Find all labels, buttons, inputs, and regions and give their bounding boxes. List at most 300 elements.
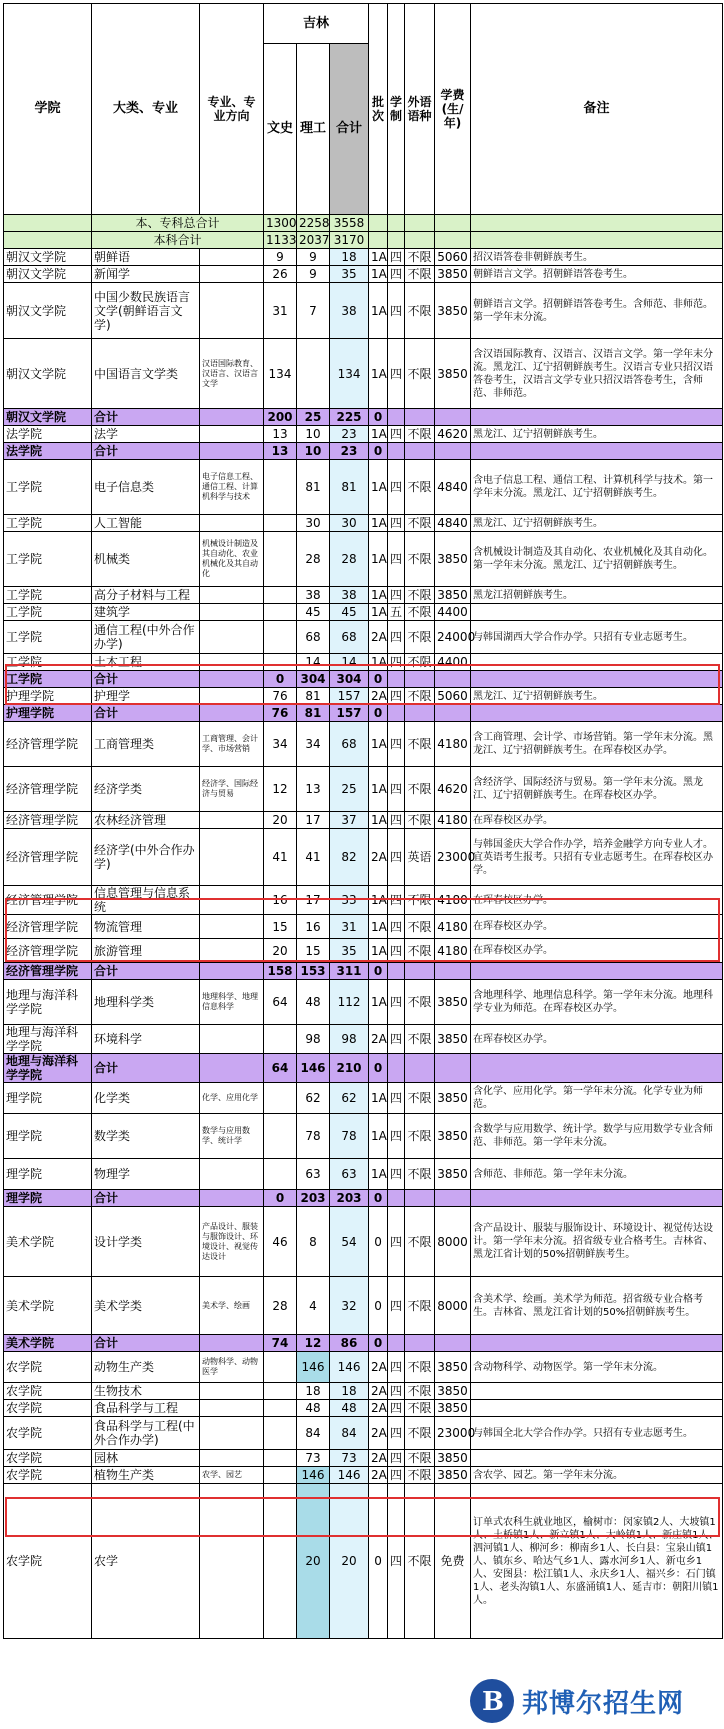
college-cell: 朝汉文学院 [4, 266, 92, 283]
lang-cell: 不限 [405, 1450, 435, 1467]
header-li: 理工 [297, 44, 330, 215]
li-cell: 84 [297, 1417, 330, 1450]
subtotal-wen: 76 [264, 705, 297, 722]
lang-cell: 不限 [405, 1417, 435, 1450]
subtotal-sum: 225 [330, 409, 369, 426]
table-row [4, 1277, 723, 1335]
direction-cell [200, 621, 264, 654]
years-cell: 四 [388, 621, 405, 654]
college-cell: 经济管理学院 [4, 939, 92, 963]
sum-cell: 134 [330, 339, 369, 409]
years-cell: 四 [388, 1277, 405, 1335]
sum-cell: 112 [330, 980, 369, 1025]
lang-cell: 不限 [405, 1025, 435, 1054]
college-cell: 工学院 [4, 532, 92, 587]
direction-cell: 电子信息工程、通信工程、计算机科学与技术 [200, 460, 264, 515]
subtotal-empty [200, 671, 264, 688]
years-cell: 四 [388, 460, 405, 515]
table-row [4, 621, 723, 654]
subtotal-empty [200, 705, 264, 722]
li-cell: 81 [297, 460, 330, 515]
note-cell: 含动物科学、动物医学。第一学年末分流。 [471, 1352, 723, 1383]
batch-cell: 1A [369, 654, 388, 671]
subtotal-wen: 74 [264, 1335, 297, 1352]
li-cell: 10 [297, 426, 330, 443]
wen-cell: 26 [264, 266, 297, 283]
sum-cell: 48 [330, 1400, 369, 1417]
note-cell: 含美术学、绘画。美术学为师范。招省级专业合格考生。吉林省、黑龙江省计划的50%招朝鲜族考生。 [471, 1277, 723, 1335]
li-cell: 28 [297, 532, 330, 587]
wen-cell: 20 [264, 812, 297, 829]
years-cell: 四 [388, 1083, 405, 1114]
major-cell: 地理科学类 [92, 980, 200, 1025]
direction-cell [200, 266, 264, 283]
sum-cell: 18 [330, 249, 369, 266]
college-cell: 工学院 [4, 604, 92, 621]
total-empty [435, 232, 471, 249]
subtotal-label: 合计 [92, 705, 200, 722]
table-row [4, 886, 723, 915]
years-cell: 四 [388, 654, 405, 671]
college-cell: 工学院 [4, 460, 92, 515]
college-cell: 经济管理学院 [4, 722, 92, 767]
li-cell: 20 [297, 1484, 330, 1639]
fee-cell: 3850 [435, 266, 471, 283]
batch-cell: 1A [369, 460, 388, 515]
direction-cell: 产品设计、服装与服饰设计、环境设计、视觉传达设计 [200, 1207, 264, 1277]
li-cell: 17 [297, 812, 330, 829]
major-cell: 工商管理类 [92, 722, 200, 767]
lang-cell: 不限 [405, 767, 435, 812]
direction-cell: 汉语国际教育、汉语言、汉语言文学 [200, 339, 264, 409]
direction-cell: 农学、园艺 [200, 1467, 264, 1484]
sum-cell: 32 [330, 1277, 369, 1335]
sum-cell: 146 [330, 1352, 369, 1383]
years-cell: 四 [388, 1025, 405, 1054]
wen-cell: 134 [264, 339, 297, 409]
total-empty [4, 215, 92, 232]
major-cell: 信息管理与信息系统 [92, 886, 200, 915]
major-cell: 生物技术 [92, 1383, 200, 1400]
years-cell: 四 [388, 1352, 405, 1383]
lang-cell: 不限 [405, 339, 435, 409]
note-cell: 含化学、应用化学。第一学年末分流。化学专业为师范。 [471, 1083, 723, 1114]
years-cell: 四 [388, 1484, 405, 1639]
major-cell: 农林经济管理 [92, 812, 200, 829]
table-row [4, 829, 723, 886]
subtotal-label: 合计 [92, 1054, 200, 1083]
sum-cell: 81 [330, 460, 369, 515]
li-cell: 4 [297, 1277, 330, 1335]
subtotal-sum: 203 [330, 1190, 369, 1207]
subtotal-empty [435, 705, 471, 722]
note-cell [471, 604, 723, 621]
wen-cell: 12 [264, 767, 297, 812]
total-empty [435, 215, 471, 232]
major-cell: 中国少数民族语言文学(朝鲜语言文学) [92, 283, 200, 339]
batch-cell: 1A [369, 1083, 388, 1114]
note-cell [471, 1400, 723, 1417]
subtotal-empty [471, 443, 723, 460]
fee-cell: 3850 [435, 1450, 471, 1467]
direction-cell: 机械设计制造及其自动化、农业机械化及其自动化 [200, 532, 264, 587]
note-cell: 含数学与应用数学、统计学。数学与应用数学专业含师范、非师范。第一学年末分流。 [471, 1114, 723, 1159]
subtotal-empty [435, 1054, 471, 1083]
total-empty [4, 232, 92, 249]
subtotal-li: 12 [297, 1335, 330, 1352]
major-cell: 法学 [92, 426, 200, 443]
direction-cell [200, 1484, 264, 1639]
direction-cell [200, 1417, 264, 1450]
li-cell: 81 [297, 688, 330, 705]
li-cell: 16 [297, 915, 330, 939]
fee-cell: 8000 [435, 1207, 471, 1277]
fee-cell: 3850 [435, 1352, 471, 1383]
batch-cell: 1A [369, 249, 388, 266]
subtotal-empty [200, 443, 264, 460]
table-row [4, 1114, 723, 1159]
batch-cell: 2A [369, 1417, 388, 1450]
subtotal-college: 理学院 [4, 1190, 92, 1207]
li-cell: 146 [297, 1352, 330, 1383]
note-cell: 在珲春校区办学。 [471, 1025, 723, 1054]
li-cell: 38 [297, 587, 330, 604]
sum-cell: 68 [330, 621, 369, 654]
li-cell: 17 [297, 886, 330, 915]
years-cell: 四 [388, 283, 405, 339]
table-row [4, 1083, 723, 1114]
wen-cell [264, 1484, 297, 1639]
wen-cell [264, 1083, 297, 1114]
direction-cell [200, 1159, 264, 1190]
sum-cell: 37 [330, 812, 369, 829]
major-cell: 朝鲜语 [92, 249, 200, 266]
major-cell: 经济学类 [92, 767, 200, 812]
major-cell: 美术学类 [92, 1277, 200, 1335]
table-row [4, 1207, 723, 1277]
total-label: 本科合计 [92, 232, 264, 249]
li-cell: 68 [297, 621, 330, 654]
batch-cell: 1A [369, 1114, 388, 1159]
lang-cell: 英语 [405, 829, 435, 886]
total-sum: 3558 [330, 215, 369, 232]
major-cell: 人工智能 [92, 515, 200, 532]
direction-cell [200, 515, 264, 532]
subtotal-batch: 0 [369, 1335, 388, 1352]
note-cell: 含农学、园艺。第一学年末分流。 [471, 1467, 723, 1484]
college-cell: 农学院 [4, 1484, 92, 1639]
subtotal-empty [200, 1054, 264, 1083]
li-cell: 8 [297, 1207, 330, 1277]
subtotal-row [4, 705, 723, 722]
sum-cell: 68 [330, 722, 369, 767]
lang-cell: 不限 [405, 604, 435, 621]
table-row [4, 915, 723, 939]
subtotal-empty [200, 409, 264, 426]
major-cell: 设计学类 [92, 1207, 200, 1277]
wen-cell [264, 515, 297, 532]
enrollment-plan-table-container [3, 3, 722, 1639]
years-cell: 四 [388, 532, 405, 587]
subtotal-college: 地理与海洋科学学院 [4, 1054, 92, 1083]
fee-cell: 4180 [435, 915, 471, 939]
batch-cell: 1A [369, 980, 388, 1025]
batch-cell: 1A [369, 939, 388, 963]
direction-cell: 工商管理、会计学、市场营销 [200, 722, 264, 767]
subtotal-li: 10 [297, 443, 330, 460]
subtotal-empty [435, 1190, 471, 1207]
major-cell: 物流管理 [92, 915, 200, 939]
header-batch: 批次 [369, 4, 388, 215]
lang-cell: 不限 [405, 1083, 435, 1114]
lang-cell: 不限 [405, 1207, 435, 1277]
subtotal-label: 合计 [92, 1190, 200, 1207]
years-cell: 四 [388, 1417, 405, 1450]
college-cell: 朝汉文学院 [4, 249, 92, 266]
lang-cell: 不限 [405, 1114, 435, 1159]
major-cell: 植物生产类 [92, 1467, 200, 1484]
li-cell: 9 [297, 266, 330, 283]
batch-cell: 1A [369, 515, 388, 532]
table-row [4, 426, 723, 443]
years-cell: 四 [388, 767, 405, 812]
sum-cell: 62 [330, 1083, 369, 1114]
subtotal-college: 法学院 [4, 443, 92, 460]
header-years: 学制 [388, 4, 405, 215]
subtotal-wen: 158 [264, 963, 297, 980]
subtotal-college: 美术学院 [4, 1335, 92, 1352]
sum-cell: 20 [330, 1484, 369, 1639]
fee-cell: 3850 [435, 1025, 471, 1054]
li-cell: 13 [297, 767, 330, 812]
batch-cell: 2A [369, 1467, 388, 1484]
fee-cell: 4400 [435, 604, 471, 621]
li-cell: 7 [297, 283, 330, 339]
sum-cell: 73 [330, 1450, 369, 1467]
table-row [4, 812, 723, 829]
fee-cell: 4620 [435, 767, 471, 812]
note-cell: 含地理科学、地理信息科学。第一学年末分流。地理科学专业为师范。在珲春校区办学。 [471, 980, 723, 1025]
direction-cell [200, 688, 264, 705]
subtotal-label: 合计 [92, 1335, 200, 1352]
college-cell: 工学院 [4, 654, 92, 671]
subtotal-row [4, 1335, 723, 1352]
batch-cell: 2A [369, 1025, 388, 1054]
sum-cell: 82 [330, 829, 369, 886]
lang-cell: 不限 [405, 460, 435, 515]
sum-cell: 35 [330, 939, 369, 963]
subtotal-row [4, 671, 723, 688]
direction-cell: 数学与应用数学、统计学 [200, 1114, 264, 1159]
fee-cell: 3850 [435, 1114, 471, 1159]
lang-cell: 不限 [405, 1352, 435, 1383]
major-cell: 化学类 [92, 1083, 200, 1114]
major-cell: 建筑学 [92, 604, 200, 621]
note-cell: 朝鲜语言文学。招朝鲜语答卷考生。 [471, 266, 723, 283]
subtotal-empty [388, 1335, 405, 1352]
direction-cell [200, 604, 264, 621]
batch-cell: 1A [369, 532, 388, 587]
fee-cell: 8000 [435, 1277, 471, 1335]
subtotal-empty [388, 409, 405, 426]
batch-cell: 2A [369, 1400, 388, 1417]
subtotal-empty [471, 705, 723, 722]
major-cell: 土木工程 [92, 654, 200, 671]
years-cell: 四 [388, 266, 405, 283]
table-row [4, 1484, 723, 1639]
wen-cell: 28 [264, 1277, 297, 1335]
college-cell: 经济管理学院 [4, 829, 92, 886]
li-cell: 78 [297, 1114, 330, 1159]
college-cell: 经济管理学院 [4, 812, 92, 829]
years-cell: 五 [388, 604, 405, 621]
lang-cell: 不限 [405, 1383, 435, 1400]
college-cell: 地理与海洋科学学院 [4, 980, 92, 1025]
lang-cell: 不限 [405, 886, 435, 915]
fee-cell: 24000 [435, 621, 471, 654]
major-cell: 物理学 [92, 1159, 200, 1190]
years-cell: 四 [388, 1450, 405, 1467]
years-cell: 四 [388, 426, 405, 443]
fee-cell: 3850 [435, 587, 471, 604]
college-cell: 理学院 [4, 1114, 92, 1159]
batch-cell: 1A [369, 767, 388, 812]
batch-cell: 1A [369, 283, 388, 339]
years-cell: 四 [388, 886, 405, 915]
note-cell: 含产品设计、服装与服饰设计、环境设计、视觉传达设计。第一学年末分流。招省级专业合格考生。吉林省、黑龙江省计划的50%招朝鲜族考生。 [471, 1207, 723, 1277]
table-row [4, 767, 723, 812]
total-empty [405, 215, 435, 232]
wen-cell [264, 587, 297, 604]
note-cell: 黑龙江、辽宁招朝鲜族考生。 [471, 515, 723, 532]
years-cell: 四 [388, 812, 405, 829]
li-cell: 62 [297, 1083, 330, 1114]
fee-cell: 4840 [435, 460, 471, 515]
li-cell: 48 [297, 1400, 330, 1417]
enrollment-plan-table [3, 3, 723, 1639]
subtotal-empty [200, 963, 264, 980]
wen-cell [264, 1025, 297, 1054]
years-cell: 四 [388, 829, 405, 886]
direction-cell: 美术学、绘画 [200, 1277, 264, 1335]
li-cell: 34 [297, 722, 330, 767]
direction-cell [200, 249, 264, 266]
college-cell: 美术学院 [4, 1277, 92, 1335]
note-cell: 含电子信息工程、通信工程、计算机科学与技术。第一学年末分流。黑龙江、辽宁招朝鲜族考生。 [471, 460, 723, 515]
wen-cell [264, 1114, 297, 1159]
fee-cell: 5060 [435, 688, 471, 705]
batch-cell: 1A [369, 915, 388, 939]
wen-cell [264, 460, 297, 515]
lang-cell: 不限 [405, 1467, 435, 1484]
wen-cell: 20 [264, 939, 297, 963]
subtotal-empty [388, 671, 405, 688]
lang-cell: 不限 [405, 1484, 435, 1639]
total-empty [388, 215, 405, 232]
fee-cell: 3850 [435, 532, 471, 587]
note-cell [471, 654, 723, 671]
years-cell: 四 [388, 249, 405, 266]
logo-text: 邦博尔招生网 [522, 1689, 685, 1719]
li-cell [297, 339, 330, 409]
batch-cell: 2A [369, 688, 388, 705]
subtotal-wen: 0 [264, 671, 297, 688]
direction-cell [200, 812, 264, 829]
years-cell: 四 [388, 587, 405, 604]
fee-cell: 4840 [435, 515, 471, 532]
header-lang: 外语语种 [405, 4, 435, 215]
college-cell: 法学院 [4, 426, 92, 443]
logo-icon [470, 1679, 514, 1723]
subtotal-empty [405, 963, 435, 980]
batch-cell: 1A [369, 266, 388, 283]
note-cell: 在珲春校区办学。 [471, 915, 723, 939]
sum-cell: 18 [330, 1383, 369, 1400]
fee-cell: 4620 [435, 426, 471, 443]
header-total: 合计 [330, 44, 369, 215]
wen-cell [264, 532, 297, 587]
total-wen: 1300 [264, 215, 297, 232]
li-cell: 30 [297, 515, 330, 532]
header-note: 备注 [471, 4, 723, 215]
major-cell: 数学类 [92, 1114, 200, 1159]
table-row [4, 1467, 723, 1484]
note-cell: 朝鲜语言文学。招朝鲜语答卷考生。含师范、非师范。第一学年末分流。 [471, 283, 723, 339]
subtotal-sum: 86 [330, 1335, 369, 1352]
batch-cell: 1A [369, 426, 388, 443]
subtotal-empty [405, 705, 435, 722]
fee-cell: 3850 [435, 1159, 471, 1190]
subtotal-empty [471, 671, 723, 688]
wen-cell [264, 1400, 297, 1417]
college-cell: 朝汉文学院 [4, 339, 92, 409]
table-row [4, 249, 723, 266]
fee-cell: 3850 [435, 1400, 471, 1417]
subtotal-batch: 0 [369, 705, 388, 722]
table-row [4, 1400, 723, 1417]
table-row [4, 339, 723, 409]
wen-cell [264, 1352, 297, 1383]
direction-cell [200, 1450, 264, 1467]
subtotal-wen: 200 [264, 409, 297, 426]
wen-cell [264, 1159, 297, 1190]
total-empty [405, 232, 435, 249]
lang-cell: 不限 [405, 426, 435, 443]
total-empty [369, 232, 388, 249]
college-cell: 理学院 [4, 1083, 92, 1114]
subtotal-empty [388, 1054, 405, 1083]
note-cell: 含师范、非师范。第一学年末分流。 [471, 1159, 723, 1190]
subtotal-empty [405, 1054, 435, 1083]
li-cell: 98 [297, 1025, 330, 1054]
subtotal-empty [471, 1335, 723, 1352]
li-cell: 63 [297, 1159, 330, 1190]
batch-cell: 0 [369, 1277, 388, 1335]
fee-cell: 3850 [435, 1383, 471, 1400]
years-cell: 四 [388, 915, 405, 939]
subtotal-empty [435, 671, 471, 688]
subtotal-empty [405, 1335, 435, 1352]
sum-cell: 157 [330, 688, 369, 705]
wen-cell [264, 621, 297, 654]
lang-cell: 不限 [405, 515, 435, 532]
batch-cell: 2A [369, 621, 388, 654]
major-cell: 高分子材料与工程 [92, 587, 200, 604]
batch-cell: 1A [369, 812, 388, 829]
li-cell: 73 [297, 1450, 330, 1467]
li-cell: 48 [297, 980, 330, 1025]
li-cell: 41 [297, 829, 330, 886]
